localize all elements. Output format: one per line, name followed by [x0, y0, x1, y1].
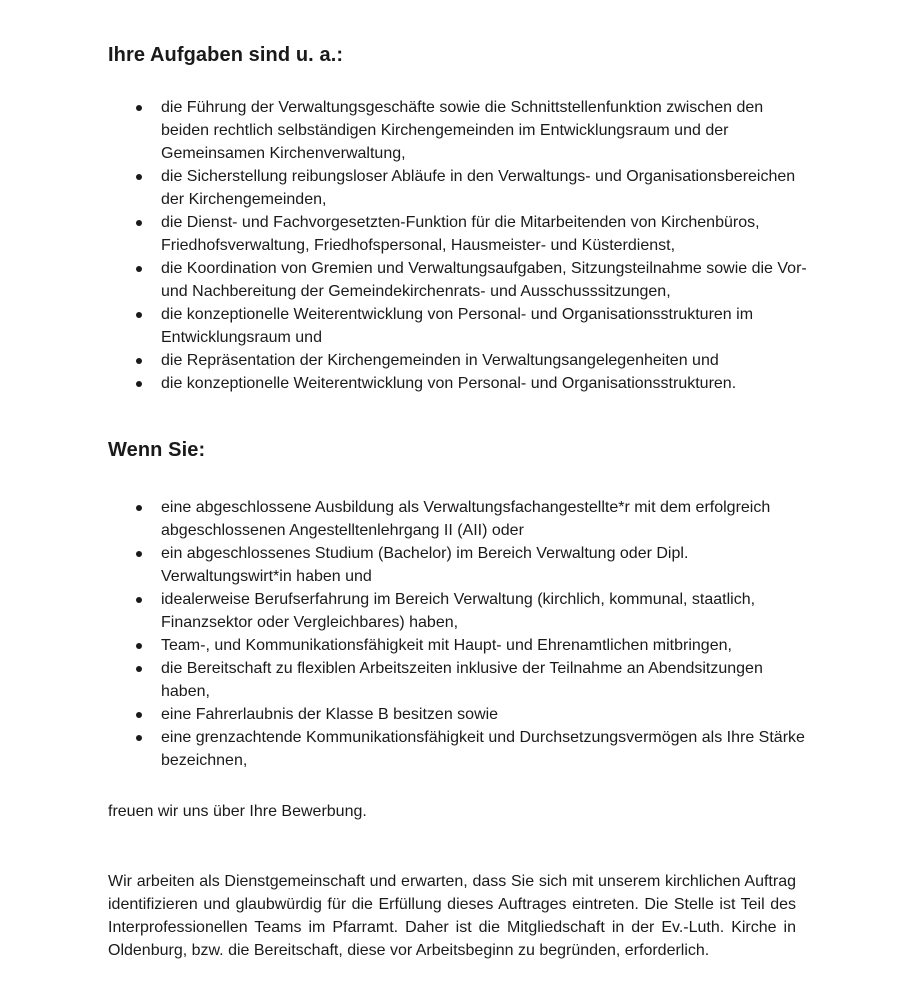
list-item: die konzeptionelle Weiterentwicklung von Personal- und Organisationsstrukturen im Entwicklungsraum und: [161, 303, 811, 349]
list-item: die konzeptionelle Weiterentwicklung von Personal- und Organisationsstrukturen.: [161, 372, 811, 395]
list-item: eine abgeschlossene Ausbildung als Verwaltungsfachangestellte*r mit dem erfolgreich abgeschlossenen Angestelltenlehrgang II (AII) oder: [161, 496, 811, 542]
list-item: die Führung der Verwaltungsgeschäfte sowie die Schnittstellenfunktion zwischen den beiden rechtlich selbständigen Kirchengemeinden im Entwicklungsraum und der Gemeinsamen Kirchenverwaltung,: [161, 96, 811, 165]
list-item: ein abgeschlossenes Studium (Bachelor) im Bereich Verwaltung oder Dipl. Verwaltungswirt*in haben und: [161, 542, 811, 588]
list-item: die Koordination von Gremien und Verwaltungsaufgaben, Sitzungsteilnahme sowie die Vor- und Nachbereitung der Gemeindekirchenrats- und Ausschusssitzungen,: [161, 257, 811, 303]
closing-line: freuen wir uns über Ihre Bewerbung.: [108, 803, 367, 820]
list-item: eine grenzachtende Kommunikationsfähigkeit und Durchsetzungsvermögen als Ihre Stärke bezeichnen,: [161, 726, 811, 772]
list-item: die Repräsentation der Kirchengemeinden in Verwaltungsangelegenheiten und: [161, 349, 811, 372]
list-item: Team-, und Kommunikationsfähigkeit mit Haupt- und Ehrenamtlichen mitbringen,: [161, 634, 811, 657]
tasks-list: [161, 96, 811, 395]
list-item: eine Fahrerlaubnis der Klasse B besitzen sowie: [161, 703, 811, 726]
list-item: die Bereitschaft zu flexiblen Arbeitszeiten inklusive der Teilnahme an Abendsitzungen haben,: [161, 657, 811, 703]
list-item: idealerweise Berufserfahrung im Bereich Verwaltung (kirchlich, kommunal, staatlich, Finanzsektor oder Vergleichbares) haben,: [161, 588, 811, 634]
community-paragraph: Wir arbeiten als Dienstgemeinschaft und erwarten, dass Sie sich mit unserem kirchlichen Auftrag identifizieren und glaubwürdig für die Erfüllung dieses Auftrages eintreten. Die Stelle ist Teil des Interprofessionellen Teams im Pfarramt. Daher ist die Mitgliedschaft in der Ev.-Luth. Kirche in Oldenburg, bzw. die Bereitschaft, diese vor Arbeitsbeginn zu begründen, erforderlich.: [108, 873, 796, 959]
tasks-heading: Ihre Aufgaben sind u. a.:: [108, 44, 344, 66]
requirements-list: [161, 496, 811, 772]
list-item: die Dienst- und Fachvorgesetzten-Funktion für die Mitarbeitenden von Kirchenbüros, Friedhofsverwaltung, Friedhofspersonal, Hausmeister- und Küsterdienst,: [161, 211, 811, 257]
requirements-heading: Wenn Sie:: [108, 439, 206, 461]
list-item: die Sicherstellung reibungsloser Abläufe in den Verwaltungs- und Organisationsbereichen der Kirchengemeinden,: [161, 165, 811, 211]
